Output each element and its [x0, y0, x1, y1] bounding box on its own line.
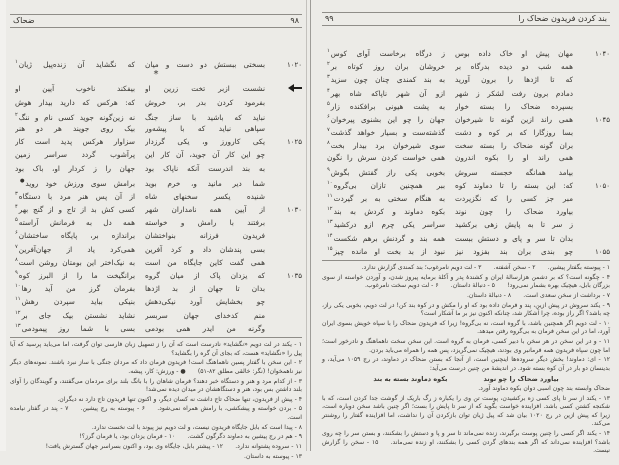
footnote-marker: ۱۳	[15, 322, 21, 329]
verse-row	[322, 164, 610, 177]
footnote-marker: ۹	[327, 166, 330, 173]
hemistich-right: بیاورد ضحاک را چون نوند	[455, 207, 573, 217]
footnote-marker: ۳	[327, 74, 330, 81]
footnote-marker: ۹	[15, 270, 18, 276]
verse-row	[10, 307, 302, 320]
footnote-marker: ۵	[15, 217, 18, 224]
hemistich-left: ببر همچنین تازان بی‌گروه$^{۱۰}$	[327, 179, 445, 190]
hemistich-left: بنیکی بباید سپردن رهش$^{۱۱}$	[15, 296, 135, 307]
verse-row	[10, 214, 302, 227]
left-arrow-icon	[288, 84, 302, 92]
hemistich-left: جهان را چو این بشنوی پیرخوان$^۶$	[327, 113, 445, 124]
verse-row	[10, 188, 302, 201]
hemistich-left: نبود از بد بخت او مانده چیز$^{۱۵}$	[327, 245, 445, 256]
footnote-marker: ۴	[327, 87, 330, 94]
left-poem-block	[10, 56, 302, 333]
footnote: ۱۱ - سروده پشتوانه ندارد. ۱۲ - پیشتر بابل، جایگاه وی بود، و اکنون بسراسر جهان گسترش یافت!	[45, 442, 302, 450]
verse-row	[322, 58, 610, 71]
hemistich-right: همی راند ازین گونه تا شیرخوان	[455, 114, 573, 124]
footnote-marker: ۳	[15, 190, 18, 197]
hemistich-left: بیفکند ناخوب آیین او	[15, 84, 135, 94]
footnote: ۱۱ - و در این سخن در هر سخن با دبیر کسی، فرمان به گروه است. این سخن سخت ناهماهنگ و نادرخور است؛ اما چون سپاه فریدون همه فرمانبر وی بودند، هیچیک نمی‌گریزد، پس همه را همراه می‌باید بردن.	[322, 338, 610, 354]
verse-row	[10, 56, 302, 69]
page-gutter-line	[310, 0, 311, 451]
footnote-marker: ۱۰	[15, 283, 21, 290]
footnote: ۹ - هم در رج پیشین به دماوند دگرگون گشت. ۱۰ - فرمان یزدان بود، یا فرمان گرز؟!	[79, 433, 302, 441]
hemistich-right: بدان تا سر و پای و دستش ببست	[455, 233, 573, 243]
hemistich-left: سراسر یکی چرم ازو درکشید$^{۱۳}$	[327, 219, 445, 230]
hemistich-right: که یزدان پاک از میان گروه	[145, 271, 265, 280]
hemistich-right: چو بخشایش آورد نیکی‌دهش	[145, 297, 265, 307]
hemistich-left: براندازه بر، پایگاه ساختشان$^۶$	[15, 230, 135, 241]
hemistich-left: گذشته‌ست و بسیار خواهد گذشت$^۷$	[327, 127, 445, 138]
hemistich-right: برفتند با رامش و خواسته	[145, 218, 265, 228]
footnote-marker: ۶	[327, 113, 330, 120]
hemistich-left: کسی کش بد از تاج و از گنج بهر$^۴$	[15, 204, 135, 215]
hemistich-right: وگرنه من ایدر همی بودمی	[145, 323, 265, 333]
footnote: ۱ - پیوسته بگفتار پیشین. ۲ - سخن آشفته. ۳ - لت دویم نامرغوب؛ بند کمندی گزارش ندارد.	[361, 264, 610, 271]
hemistich-right: شما دیر مانید و، خرم بوید	[145, 178, 265, 188]
hemistich-left: که نگشاید آن زنده‌پیل ژیان$^۱$	[15, 59, 135, 69]
footnote: ۱۴ - یکند اگر کسی را چنین پوست برگیرند، زنده نمی‌ماند تا سر و پا و دستش را بشکنند، و بستن سر را چه روی باشد؟ افزاینده نمی‌داند که اگر همه بندهای گردن کسی را بشکنند، او زنده نمی‌ماند. ۱۵ - سخن را گزارش نیست.	[322, 430, 610, 455]
hemistich-left: که: هرکس که دارید بیدار هوش	[15, 97, 135, 107]
footnote-marker: ۷	[327, 127, 330, 134]
footnote-marker: ۴	[15, 204, 18, 211]
verse-number: ۱۰۲۵	[286, 138, 302, 147]
verse-number: ۱۰۳۵	[286, 272, 302, 280]
hemistich-left: همه بند و گردنش برهم شکست$^{۱۴}$	[327, 232, 445, 243]
verse-row	[322, 216, 610, 229]
footnote-marker: ۱۱	[327, 193, 333, 200]
footnote: ۴ - چگونه است؟ که بر دشمن هزارسالهٔ ایران و کشندهٔ پدر و آکلهٔ برمایه پیروز شدن، و آوردن خواسته از سوی بزرگان بابل، هیچیک بهره بشمار نمی‌رود! ۵ - دنبالهٔ داستان. ۶ - لت دویم سخت نامرغوب.	[322, 273, 610, 290]
verse-row	[322, 124, 610, 137]
verse-row	[10, 267, 302, 280]
hemistich-left: به هنگام سختی به بر گیردت$^{۱۱}$	[327, 193, 445, 204]
footnote-marker: ۵	[327, 100, 330, 107]
hemistich-right: همی راند او را بکوه اندرون	[455, 152, 573, 162]
verse-row	[322, 137, 610, 150]
footnote: ۱۰ - لت دویم اگر همچنین باشد، با گروه است، نه بی‌گروه! زیرا که فریدون ضحاک را با سپاه خویش بسوی ایران آورد، اما در این سخن فرمان به بی‌گروه رفتن میدهد.	[322, 319, 610, 336]
right-poem-block	[322, 45, 610, 256]
verse-row	[322, 85, 610, 98]
verse-row	[322, 151, 610, 164]
footnote: ۸ - پیدا است که بابل جایگاه فریدون نیست، و لت دویم نیز پیوند با لت نخست ندارد.	[91, 423, 302, 431]
footnote-marker: ●	[15, 177, 25, 184]
hemistich-left: همه دل به فرمانش آراسته$^۵$	[15, 217, 135, 228]
footnote: ۹ - یکند سروش در پیش ازین، پند و فرمان داده بود که او را مکش و در کوه بند کن! در لت دویم، بخوبی یکی راز، چه باشد؟ اگر راز بوده، چرا آشکار شد، چنانکه اکنون نیز بر ما آشکار است؟	[322, 301, 610, 318]
hemistich-right: بسی پندشان داد و کرد آفرین	[145, 244, 265, 254]
verse-row	[322, 111, 610, 124]
hemistich-left: به پشت هیونی برافکنده زار$^۵$	[327, 100, 445, 111]
verse-row	[10, 254, 302, 267]
hemistich-left: بیک روی جویند هر دو هنر	[15, 123, 135, 133]
footnote-marker: ۱۳	[327, 219, 333, 226]
verse-row	[10, 241, 302, 254]
right-page-number: ۹۹	[325, 14, 334, 23]
verse-row	[10, 293, 302, 306]
hemistich-left: از آن پس هنر مرد با دستگاه$^۳$	[15, 190, 135, 201]
hemistich-right: بیامد همانگه خجسته سروش	[455, 167, 573, 177]
footnote-divider	[10, 337, 302, 338]
right-running-title: بند کردن فریدون ضحاک را	[518, 14, 607, 23]
verse-row	[10, 320, 302, 333]
hemistich-left: همی‌کرد یاد از جهان‌آفرین$^۷$	[15, 243, 135, 254]
hemistich-left: بخوبی یکی راز گفتش بگوش$^۹$	[327, 166, 445, 177]
hemistich-left: خروشان بران روز کوتاه بر$^۲$	[327, 61, 445, 72]
hemistich-left: بفرمان گرز من آید رها$^{۱۰}$	[15, 283, 135, 294]
footnote: ۱۳ - یکند از سر تا پای کسی زه برکشیدن، پوست تن وی را یکباره ز رگ باریک از گوشت جدا کردن است، که با شکنجه کشتن کسی باشد. افزاینده خواست بگوید که از سر تا پایش را بست؛ اگر چنین باشد سخن دوباره است، زیرا که پیش ازین در رج ۱۰۲۰ بیان شد که پیل ژیان توان بازکردن آن را نداشت، اما افزاینده گفتار را روشنتر می‌کند.	[322, 394, 610, 428]
verse-row	[10, 175, 302, 188]
verse-row	[10, 109, 302, 122]
footnote-marker: ۱۲	[15, 309, 21, 316]
hemistich-left: ز درگاه برخاست آوای کوس$^۱$	[327, 48, 445, 58]
left-running-title: ضحاک	[13, 16, 35, 25]
footnote: ۱۲ - ای: دماوند! بخش دیگر سروده‌ها اینچنین است، از آنجا که بستن ضحاک در دماوند، در رج ۱۰۵۹ می‌آید، و بدینسان دو بار در آن کوه بسته شود. در اندیشهٔ من چنین درست می‌آید:	[322, 356, 610, 373]
hemistich-right: بران گونه ضحاک را بسته سخت	[455, 141, 573, 151]
verse-row	[10, 227, 302, 240]
hemistich-right: بسا روزگارا که بر کوه و دشت	[455, 128, 573, 138]
hemistich-right: بدان تا جهان از بد اژدها	[145, 284, 265, 294]
hemistich-right: یکی کارورز و، یکی گرزدار	[145, 137, 265, 147]
hemistich-left: برانگیخت ما را از البرز کوه$^۹$	[15, 270, 135, 280]
footnote: ۷ - برداشت از سخن سعدی است. ۸ - دنبالهٔ داستان.	[466, 291, 610, 299]
hemistich-right: سپاهی نباید که با پیشه‌ور	[145, 123, 265, 133]
hemistich-left: برامش سوی ورزش خود روید●	[15, 177, 135, 188]
verse-number: ۱۰۵۰	[594, 181, 610, 190]
hemistich-right: مبر جز کسی را که نگزیردت	[455, 194, 573, 204]
verse-row	[10, 82, 302, 95]
hemistich-left: پرآشوب گردد سراسر زمین	[15, 150, 135, 160]
footnote: ۳ - از کدام مرد و هنر و دستگاه خبر دهند؟ فرمان شاهان را با بانگ بلند برای مردمان می‌گفتند، و گویندگان را آوای بلند داشتن بس بود، هنر و دستگاهشان در میدان دیده نمی‌شد!	[10, 377, 302, 394]
hemistich-right: مهان پیش او خاک داده بوس	[455, 49, 573, 58]
footnote-marker: ۸	[15, 256, 18, 263]
verse-row	[322, 203, 610, 216]
hemistich-left: به بند کمندی چنان چون سزید$^۳$	[327, 74, 445, 85]
footnote-marker: ۱۲	[327, 206, 333, 213]
footnote: ۱۳ - پیوسته به داستان.	[244, 452, 302, 460]
footnote-marker: ۲	[15, 111, 18, 118]
hemistich-right: دمادم برون رفت لشکر ز شهر	[455, 88, 573, 98]
verse-number: ۱۰۴۵	[594, 115, 610, 124]
verse-number: ۱۰۲۰	[286, 61, 302, 69]
hemistich-right: بسختی ببستش دو دست و میان	[145, 60, 265, 69]
verse-row	[10, 280, 302, 293]
left-page-number: ۹۸	[290, 16, 299, 25]
verse-row	[322, 98, 610, 111]
hemistich-right: که تا اژدها را برون آورید	[455, 75, 573, 85]
footnote-marker: ۱۵	[327, 245, 333, 252]
verse-row	[322, 177, 610, 190]
verse-number: ۱۰۴۰	[594, 50, 610, 58]
footnote-inline-verse	[322, 375, 610, 384]
page-gutter-line	[306, 0, 307, 451]
margin-arrow-icon	[270, 83, 302, 96]
footnote: ضحاک وابسته بند چون اسبی دوان بکوه دماوند آورد.	[478, 384, 610, 392]
hemistich-left: نه زین‌گونه جوید کسی نام و ننگ$^۲$	[15, 111, 135, 122]
hemistich-left: ازو آن شهر ناپاکه شاه بهر$^۴$	[327, 87, 445, 98]
footnote-marker: ۱۱	[15, 296, 21, 303]
verse-row	[10, 148, 302, 161]
footnote: ۴ - پیش از فریدون، تنها ضحاک تاج داشت نه کسان دیگر، و اکنون تنها فریدون تاج دارد نه دیگران.	[57, 395, 302, 403]
hemistich-left: بکوه دماوند و کردش به بند$^{۱۲}$	[327, 206, 445, 217]
footnote-marker: ۱۰	[327, 179, 333, 186]
hemistich-right: منم کدخدای جهان سربسر	[145, 310, 265, 320]
verse-number: ۱۰۳۰	[286, 206, 302, 215]
hemistich-right: همی گفت کاین جایگاه من است	[145, 257, 265, 267]
hemistich-right: شنیده یکسر سخنهای شاه	[145, 191, 265, 201]
left-page	[10, 0, 302, 465]
hemistich-right: ز سر تا به پایش زهی برکشید	[455, 220, 573, 230]
verse-row	[10, 122, 302, 135]
hemistich-right: از آیین همه نامداران شهر	[145, 205, 265, 215]
hemistich-right: نباید که باشید با ساز جنگ	[145, 112, 265, 122]
footnote: ۱ - یکند در لت دویم «نگشاید» نادرست است که آن را ز تسهیل زبان فارسی توان گرفت، اما می‌باید پرسید که آیا پیل را «نگشاید» هست، که بجای آن گره را بگشاید؟	[10, 340, 302, 357]
hemistich-right: همه شب دو دیده بدرگاه بر	[455, 62, 573, 72]
footnote-marker: ۶	[15, 230, 18, 237]
hemistich-right: بفرمود کردن بدر بر، خروش	[145, 97, 265, 107]
hemistich-left: بسی با شما روز پیمودمی$^{۱۳}$	[15, 322, 135, 333]
hemistich-right: چو بندی بران بند بفزود نیز	[455, 246, 573, 256]
hemistich-right: بسپرده ضحاک را بسته خوار	[455, 101, 573, 111]
verse-row	[10, 201, 302, 214]
scan-edge-strip	[0, 0, 6, 451]
hemistich-left: سزاوار هرکس پدید است کار	[15, 137, 135, 147]
footnote-marker: ۲	[327, 61, 330, 68]
hemistich-left: جهان را ز کردار او، باک بود	[15, 163, 135, 173]
section-star-divider: *	[153, 69, 159, 81]
verse-row	[322, 230, 610, 243]
right-page-header	[322, 12, 610, 26]
hemistich-right: به بند اندرست آنکه ناپاک بود	[145, 163, 265, 173]
verse-row	[10, 135, 302, 148]
right-page	[322, 0, 610, 463]
right-footnotes	[322, 264, 610, 456]
verse-row	[10, 162, 302, 175]
footnote: ۲ - این سخن با گفتار پسین ناهماهنگ است! فریدون فرمان داد که مردان جنگی با ساز نبرد باشند. نمونه‌های دیگر نیز ناهمخوان! (نگر: خالقی مطلق ۸۲-۵۱) ● - ورزش: کار، پیشه.	[10, 359, 302, 375]
footnote-marker: ۱	[15, 59, 18, 65]
hemistich-left: همی خواست کردن سرش را نگون	[327, 152, 445, 162]
verse-number: ۱۰۵۵	[594, 247, 610, 256]
footnote-marker: ۱	[327, 48, 330, 54]
hemistich-right: فریدون فرزانه بنواختشان	[145, 231, 265, 241]
left-footnotes	[10, 341, 302, 461]
verse-row	[322, 71, 610, 84]
verse-row	[10, 96, 302, 109]
footnote-marker: ۱۴	[327, 232, 333, 239]
hemistich-right: چو این کار آن جوید، آن کار این	[145, 150, 265, 160]
verse-row	[322, 243, 610, 256]
hemistich-right: نشست ازبر تخت زرین او	[145, 84, 265, 94]
footnote: ۵ - بردن خواسته و پیشکشی، با رامش همراه نمی‌شود. ۶ - پیوسته به رج پیشین. ۷ - پند در گفتار نیامده است.	[10, 405, 302, 422]
hemistich-left: بکوه دماوند بسته به بند	[373, 374, 448, 383]
hemistich-right: بیاورد ضحاک را چو نوند	[483, 374, 559, 383]
hemistich-right: که: این بسته را تا دماوند کوه	[455, 180, 573, 190]
left-page-header	[10, 14, 302, 28]
footnote-marker: ۷	[15, 243, 18, 250]
footnote-divider	[322, 260, 610, 261]
verse-row	[322, 45, 610, 58]
verse-row	[322, 190, 610, 203]
hemistich-left: نشاید نشستن بیک جای بر$^{۱۲}$	[15, 309, 135, 320]
hemistich-left: سوی شیرخوان برد بیدار بخت$^۸$	[327, 140, 445, 151]
footnote-marker: ۸	[327, 140, 330, 147]
hemistich-left: به نیک‌اختر این بومتان روشن است$^۸$	[15, 256, 135, 267]
